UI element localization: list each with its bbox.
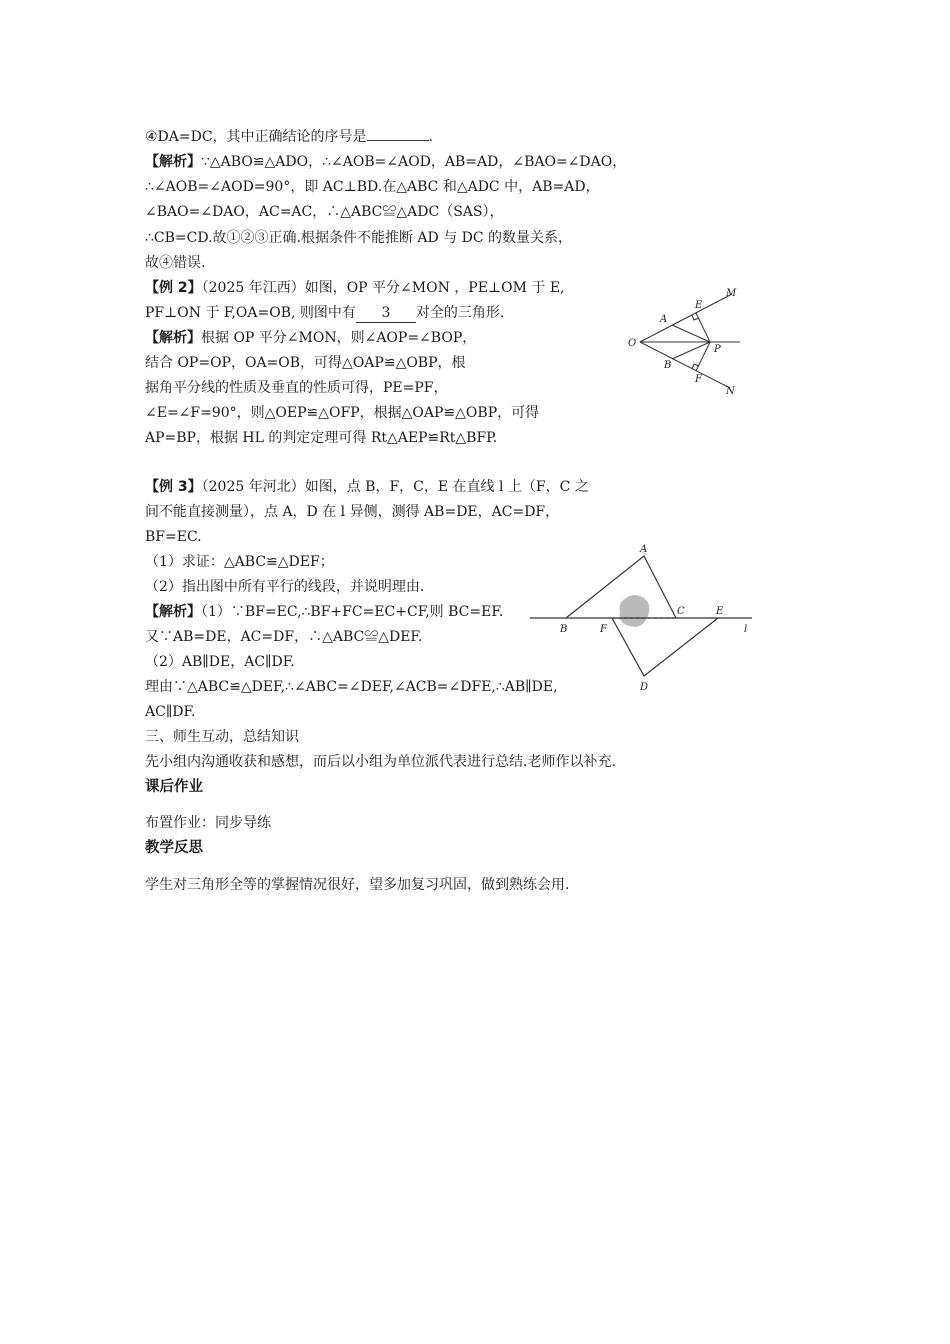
text-line-17: （1）求证：△ABC≌△DEF； [145,554,334,570]
label-e2: E [716,606,724,617]
segment-pe [696,313,710,342]
text-line-13: AP=BP，根据 HL 的判定定理可得 Rt△AEP≌Rt△BFP. [145,430,498,446]
label-a2: A [640,544,648,555]
homework-heading: 课后作业 [145,779,203,795]
segment-pf [696,342,710,371]
answer-blank-2: 3 [356,304,416,323]
label-l2: l [744,624,748,635]
text-line-11: 据角平分线的性质及垂直的性质可得，PE=PF， [145,380,448,396]
text-line-1: ④DA=DC，其中正确结论的序号是 . [145,129,434,145]
segment-pb [672,342,710,359]
label-d2: D [640,682,649,693]
reflection-heading: 教学反思 [145,840,203,856]
label-b2: B [560,624,568,635]
label-a: A [660,314,668,325]
text-line-22: 理由∵△ABC≌△DEF,∴∠ABC=∠DEF,∠ACB=∠DFE,∴AB∥DE, [145,679,558,695]
label-f: F [695,374,702,385]
label-n: N [726,386,735,397]
text-line-23: AC∥DF. [145,704,196,720]
example-3-title: 【例 3】（2025 年河北）如图，点 B，F，C，E 在直线 l 上（F，C 之 [145,479,589,495]
label-o: O [628,338,637,349]
text-line-19: 【解析】（1）∵BF=EC,∴BF+FC=EC+CF,则 BC=EF. [145,604,504,620]
text-line-21: （2）AB∥DE，AC∥DF. [145,654,295,670]
label-f2: F [600,624,607,635]
text-line-20: 又∵AB=DE，AC=DF，∴△ABC≌△DEF. [145,629,423,645]
text-line-9: 【解析】根据 OP 平分∠MON，则∠AOP=∠BOP， [145,330,477,346]
label-p: P [714,344,721,355]
label-m: M [726,288,737,299]
ray-om [640,294,732,342]
text-line-16: BF=EC. [145,529,202,545]
label-b: B [664,360,672,371]
text-line-25: 先小组内沟通收获和感想，而后以小组为单位派代表进行总结.老师作以补充. [145,754,616,770]
text-line-3: ∴∠AOB=∠AOD=90°，即 AC⊥BD.在△ABC 和△ADC 中，AB=AD， [145,179,600,195]
segment-pa [672,325,710,342]
text-line-15: 间不能直接测量），点 A，D 在 l 异侧，测得 AB=DE，AC=DF， [145,504,560,520]
text-line-10: 结合 OP=OP，OA=OB，可得△OAP≌△OBP，根 [145,355,466,371]
text-line-12: ∠E=∠F=90°，则△OEP≌△OFP，根据△OAP≌△OBP，可得 [145,405,540,421]
example-2-title: 【例 2】（2025 年江西）如图，OP 平分∠MON ，PE⊥OM 于 E, [145,280,565,296]
text-line-6: 故④错误. [145,255,206,271]
reflection-text: 学生对三角形全等的掌握情况很好，望多加复习巩固，做到熟练会用. [145,877,570,893]
text-line-5: ∴CB=CD.故①②③正确.根据条件不能推断 AD 与 DC 的数量关系， [145,230,573,246]
answer-blank [367,140,429,141]
text-line-18: （2）指出图中所有平行的线段，并说明理由. [145,579,425,595]
text-line-4: ∠BAO=∠DAO，AC=AC，∴△ABC≌△ADC（SAS）， [145,204,504,220]
text-line-8: PF⊥ON 于 F,OA=OB, 则图中有 3 对全的三角形. [145,305,505,321]
label-e: E [695,300,703,311]
figure-congruent-triangles [530,540,755,700]
homework-text: 布置作业：同步导练 [145,815,271,831]
obstacle-blob [620,595,650,627]
text-line-2: 【解析】∵△ABO≌△ADO，∴∠AOB=∠AOD，AB=AD，∠BAO=∠DAO， [145,154,627,170]
triangle-def [612,618,718,676]
figure-angle-bisector [620,282,750,400]
section-heading-3: 三、师生互动，总结知识 [145,729,299,745]
label-c2: C [677,606,685,617]
